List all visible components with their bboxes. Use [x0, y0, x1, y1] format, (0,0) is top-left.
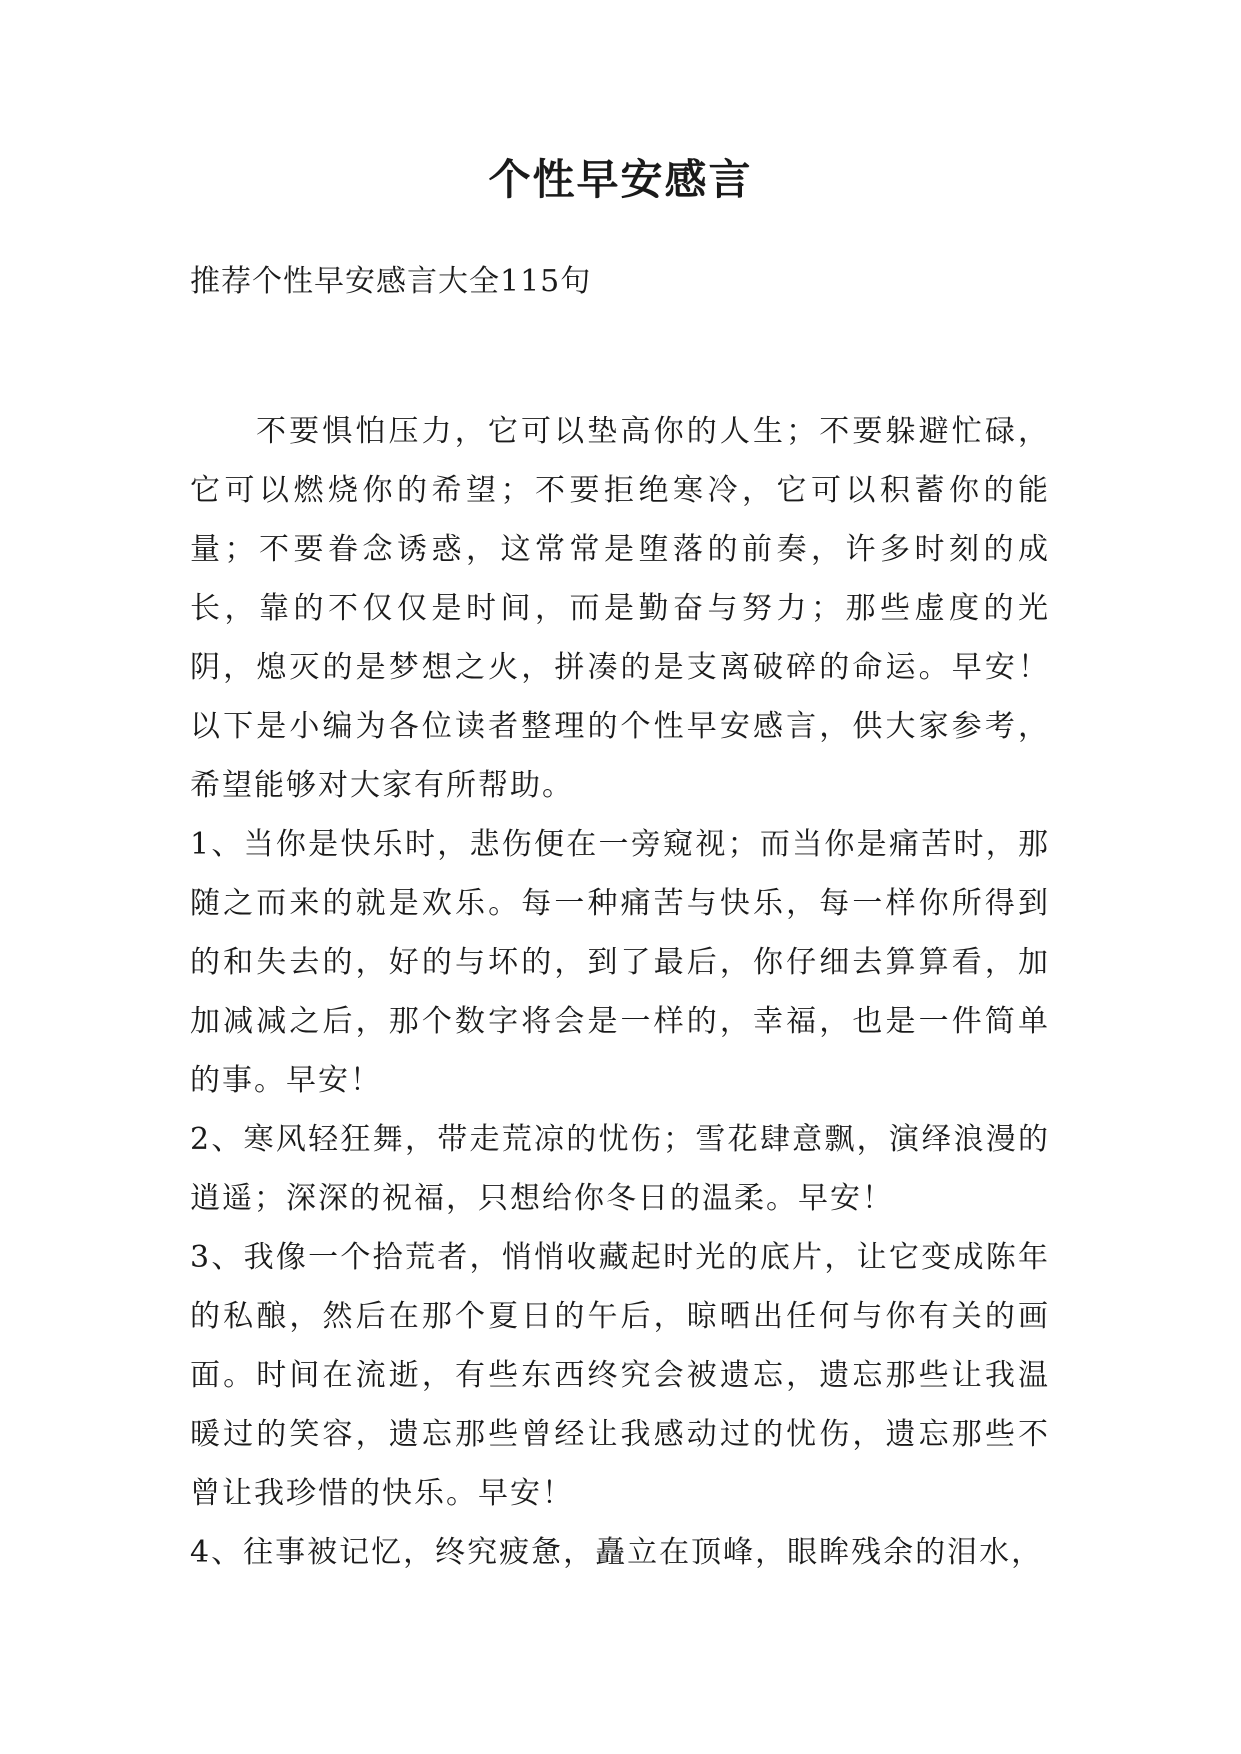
document-subtitle: 推荐个性早安感言大全115句	[190, 264, 592, 299]
document-title: 个性早安感言	[488, 155, 753, 204]
list-item: 2、寒风轻狂舞，带走荒凉的忧伤；雪花肆意飘，演绎浪漫的逍遥；深深的祝福，只想给你冬日的温柔。早安！	[190, 1122, 1050, 1216]
list-item: 4、往事被记忆，终究疲惫，矗立在顶峰，眼眸残余的泪水，	[190, 1535, 1044, 1570]
intro-paragraph: 不要惧怕压力，它可以垫高你的人生；不要躲避忙碌，它可以燃烧你的希望；不要拒绝寒冷，它可以积蓄你的能量；不要眷念诱惑，这常常是堕落的前奏，许多时刻的成长，靠的不仅仅是时间，而是勤奋与努力；那些虚度的光阴，熄灭的是梦想之火，拼凑的是支离破碎的命运。早安！以下是小编为各位读者整理的个性早安感言，供大家参考，希望能够对大家有所帮助。	[190, 414, 1050, 803]
list-item: 1、当你是快乐时，悲伤便在一旁窥视；而当你是痛苦时，那随之而来的就是欢乐。每一种痛苦与快乐，每一样你所得到的和失去的，好的与坏的，到了最后，你仔细去算算看，加加减减之后，那个数字将会是一样的，幸福，也是一件简单的事。早安！	[190, 827, 1050, 1098]
list-item: 3、我像一个拾荒者，悄悄收藏起时光的底片，让它变成陈年的私酿，然后在那个夏日的午后，晾晒出任何与你有关的画面。时间在流逝，有些东西终究会被遗忘，遗忘那些让我温暖过的笑容，遗忘那些曾经让我感动过的忧伤，遗忘那些不曾让我珍惜的快乐。早安！	[190, 1240, 1050, 1511]
document-body	[190, 402, 1050, 1582]
